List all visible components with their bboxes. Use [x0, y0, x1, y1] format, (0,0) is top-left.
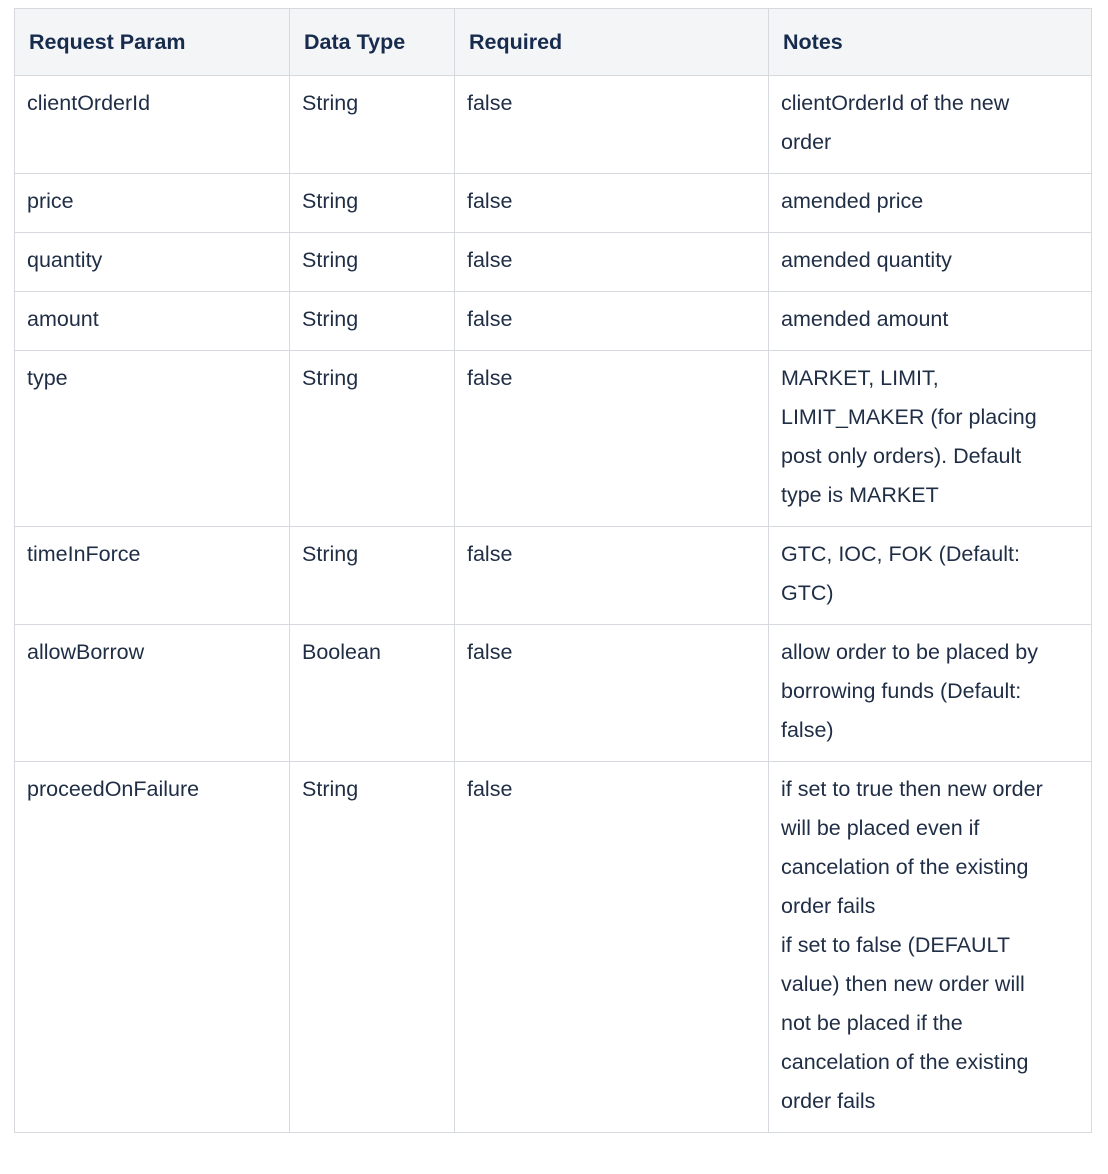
notes-cell: [769, 233, 1092, 292]
required-cell: false: [455, 625, 769, 762]
data-type-cell: Boolean: [290, 625, 455, 762]
required-cell: false: [455, 762, 769, 1133]
table-row: [15, 76, 1092, 174]
notes-line: GTC, IOC, FOK (Default:: [781, 542, 1020, 566]
data-type-cell: String: [290, 527, 455, 625]
header-request-param: Request Param: [15, 9, 290, 76]
notes-line: allow order to be placed by: [781, 640, 1038, 664]
param-cell: allowBorrow: [15, 625, 290, 762]
table-body: [15, 76, 1092, 1133]
notes-cell: [769, 292, 1092, 351]
required-cell: false: [455, 233, 769, 292]
data-type-cell: String: [290, 292, 455, 351]
table-row: [15, 233, 1092, 292]
notes-line: amended quantity: [781, 248, 952, 272]
notes-cell: [769, 625, 1092, 762]
notes-line: cancelation of the existing: [781, 1050, 1029, 1074]
data-type-cell: String: [290, 233, 455, 292]
required-cell: false: [455, 292, 769, 351]
table-row: [15, 292, 1092, 351]
required-cell: false: [455, 76, 769, 174]
notes-cell: [769, 351, 1092, 527]
param-cell: proceedOnFailure: [15, 762, 290, 1133]
header-required: Required: [455, 9, 769, 76]
table-row: [15, 762, 1092, 1133]
notes-line: amended amount: [781, 307, 949, 331]
required-cell: false: [455, 527, 769, 625]
notes-line: false): [781, 718, 834, 742]
param-cell: quantity: [15, 233, 290, 292]
notes-line: if set to true then new order: [781, 777, 1043, 801]
notes-cell: [769, 76, 1092, 174]
table-row: [15, 527, 1092, 625]
data-type-cell: String: [290, 351, 455, 527]
header-data-type: Data Type: [290, 9, 455, 76]
notes-line: borrowing funds (Default:: [781, 679, 1022, 703]
param-cell: amount: [15, 292, 290, 351]
notes-line: will be placed even if: [781, 816, 980, 840]
param-cell: type: [15, 351, 290, 527]
notes-line: GTC): [781, 581, 834, 605]
data-type-cell: String: [290, 174, 455, 233]
notes-line: if set to false (DEFAULT: [781, 933, 1011, 957]
required-cell: false: [455, 351, 769, 527]
request-params-table: [14, 8, 1092, 1133]
notes-line: cancelation of the existing: [781, 855, 1029, 879]
notes-line: order fails: [781, 894, 876, 918]
notes-line: not be placed if the: [781, 1011, 963, 1035]
param-cell: price: [15, 174, 290, 233]
param-cell: clientOrderId: [15, 76, 290, 174]
notes-line: clientOrderId of the new: [781, 91, 1010, 115]
data-type-cell: String: [290, 76, 455, 174]
notes-line: type is MARKET: [781, 483, 939, 507]
table-row: [15, 174, 1092, 233]
header-row: [15, 9, 1092, 76]
notes-cell: [769, 762, 1092, 1133]
notes-line: order fails: [781, 1089, 876, 1113]
notes-cell: [769, 527, 1092, 625]
notes-line: LIMIT_MAKER (for placing: [781, 405, 1037, 429]
table-row: [15, 351, 1092, 527]
notes-line: post only orders). Default: [781, 444, 1022, 468]
notes-cell: [769, 174, 1092, 233]
data-type-cell: String: [290, 762, 455, 1133]
table-row: [15, 625, 1092, 762]
required-cell: false: [455, 174, 769, 233]
notes-line: value) then new order will: [781, 972, 1025, 996]
notes-line: order: [781, 130, 832, 154]
table-header: [15, 9, 1092, 76]
notes-line: amended price: [781, 189, 924, 213]
notes-line: MARKET, LIMIT,: [781, 366, 939, 390]
param-cell: timeInForce: [15, 527, 290, 625]
header-notes: Notes: [769, 9, 1092, 76]
